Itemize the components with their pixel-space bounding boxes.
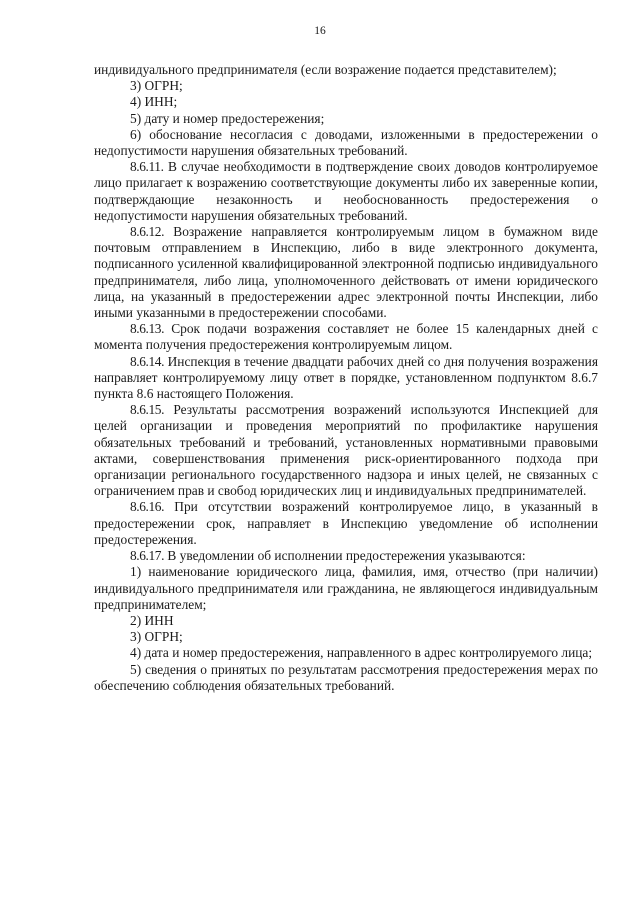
list-item-warning-date-number: 4) дата и номер предостережения, направленного в адрес контролируемого лица; xyxy=(130,645,593,661)
list-item-ogrn: 3) ОГРН; xyxy=(130,78,183,94)
clause-text: При отсутствии возражений контролируемое лицо, в указанный в предостережении срок, направляет в Инспекцию уведомление об исполнении предостережения. xyxy=(94,499,598,547)
clause-8-6-15 xyxy=(94,402,598,499)
clause-number: 8.6.11. xyxy=(130,159,164,175)
clause-number: 8.6.13. xyxy=(130,321,165,337)
page-number: 16 xyxy=(314,25,326,37)
clause-text: Возражение направляется контролируемым лицом в бумажном виде почтовым отправлением в Инспекцию, либо в виде электронного документа, подписанного усиленной квалифицированной электронной подписью индивидуального предпринимателя, либо лица, уполномоченного действовать от имени юридического лица, на указанный в предостережении адрес электронной почты Инспекции, либо иными указанными в предостережении способами. xyxy=(94,224,598,321)
list-item-justification: 6) обоснование несогласия с доводами, изложенными в предостережении о недопустимости нарушения обязательных требований. xyxy=(94,126,598,159)
clause-number: 8.6.14. xyxy=(130,353,165,369)
list-item-inn: 4) ИНН; xyxy=(130,94,178,110)
list-item-inn: 2) ИНН xyxy=(130,612,174,628)
clause-8-6-16 xyxy=(94,499,598,548)
list-item-warning-date-number: 5) дату и номер предостережения; xyxy=(130,110,325,126)
clause-text: В уведомлении об исполнении предостережения указываются: xyxy=(164,548,526,564)
paragraph-applicant-continuation: индивидуального предпринимателя (если возражение подается представителем); xyxy=(94,62,557,77)
clause-number: 8.6.16. xyxy=(130,499,165,515)
clause-text: Результаты рассмотрения возражений используются Инспекцией для целей организации и проведения мероприятий по профилактике нарушения обязательных требований и требований, установленных нормативными правовыми актами, совершенствования применения риск-ориентированного подхода при организации регионального государственного надзора и иных целей, не связанных с ограничением прав и свобод юридических лиц и индивидуальных предпринимателей. xyxy=(94,402,598,499)
list-item-ogrn: 3) ОГРН; xyxy=(130,629,183,645)
clause-8-6-12 xyxy=(94,224,598,321)
list-item-measures-taken: 5) сведения о принятых по результатам рассмотрения предостережения мерах по обеспечению соблюдения обязательных требований. xyxy=(94,661,598,693)
clause-8-6-17 xyxy=(94,548,598,564)
list-item-entity-name: 1) наименование юридического лица, фамилия, имя, отчество (при наличии) индивидуального предпринимателя или гражданина, не являющегося индивидуальным предпринимателем; xyxy=(94,564,598,612)
clause-8-6-14 xyxy=(94,354,598,403)
document-body xyxy=(94,62,598,694)
clause-number: 8.6.12. xyxy=(130,224,165,240)
clause-number: 8.6.17. xyxy=(130,548,165,564)
clause-text: Инспекция в течение двадцати рабочих дней со дня получения возражения направляет контролируемому лицу ответ в порядке, установленном подпунктом 8.6.7 пункта 8.6 настоящего Положения. xyxy=(94,353,598,402)
clause-8-6-11 xyxy=(94,159,598,224)
clause-8-6-13 xyxy=(94,321,598,353)
clause-number: 8.6.15. xyxy=(130,402,165,418)
clause-text: В случае необходимости в подтверждение своих доводов контролируемое лицо прилагает к возражению соответствующие документы либо их заверенные копии, подтверждающие незаконность и необоснованность предостережения о недопустимости нарушения обязательных требований. xyxy=(94,159,598,223)
clause-text: Срок подачи возражения составляет не более 15 календарных дней с момента получения предостережения контролируемым лицом. xyxy=(94,321,598,353)
